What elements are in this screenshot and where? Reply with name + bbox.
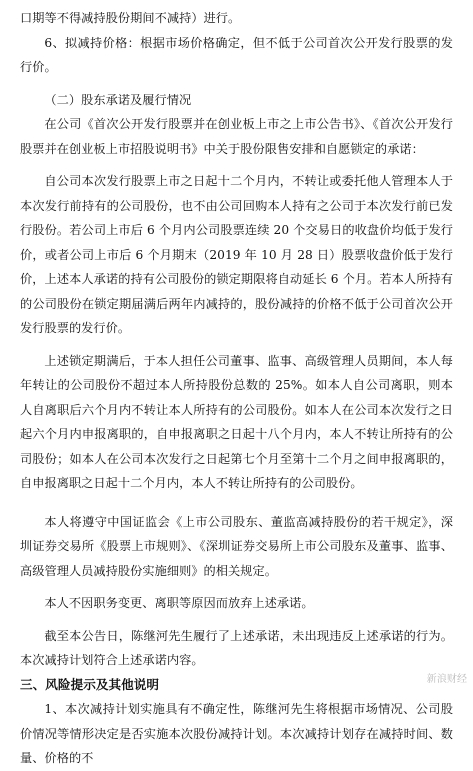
paragraph-transfer-limit: 上述锁定期满后，于本人担任公司董事、监事、高级管理人员期间，本人每年转让的公司股份不超过本人所持股份总数的 25%。如本人自公司离职，则本人自离职后六个月内不转让本人所持有的公司股份。如本人在公司本次发行之日起六个月内申报离职的，自申报离职之日起十八个月内，本人不转让所持有的公司股份；如本人在公司本次发行之日起第七个月至第十二个月之间申报离职的，自申报离职之日起十二个月内，本人不转让所持有的公司股份。 [20, 353, 453, 490]
paragraph-regulations: 本人将遵守中国证监会《上市公司股东、董监高减持股份的若干规定》，深圳证券交易所《股票上市规则》、《深圳证券交易所上市公司股东及董事、监事、高级管理人员减持股份实施细则》的相关规定。 [20, 514, 453, 578]
paragraph-fulfillment: 截至本公告日，陈继河先生履行了上述承诺，未出现违反上述承诺的行为。本次减持计划符合上述承诺内容。 [20, 628, 453, 667]
watermark: 新浪财经 [426, 673, 467, 685]
section-heading-risk: 三、风险提示及其他说明 [20, 676, 160, 692]
paragraph-no-abandon: 本人不因职务变更、离职等原因而放弃上述承诺。 [44, 596, 314, 610]
subsection-heading: （二）股东承诺及履行情况 [44, 92, 192, 107]
paragraph-lockup: 自公司本次发行股票上市之日起十二个月内，不转让或委托他人管理本人于本次发行前持有的公司股份，也不由公司回购本人持有之公司于本次发行前已发行股份。若公司上市后 6 个月内公司股票连续 20 个交易日的收盘价均低于发行价，或者公司上市后 6 个月期末（2019 年 10 月 28 日）股票收盘价低于发行价，上述本人承诺的持有公司股份的锁定期限将自动延长 6 个月。若本人所持有的公司股份在锁定期届满后两年内减持的，股份减持的价格不低于公司首次公开发行股票的发行价。 [20, 174, 453, 335]
paragraph-risk-1: 1、本次减持计划实施具有不确定性，陈继河先生将根据市场情况、公司股价情况等情形决定是否实施本次股份减持计划。本次减持计划存在减持时间、数量、价格的不 [20, 702, 453, 765]
paragraph-price: 6、拟减持价格：根据市场价格确定，但不低于公司首次公开发行股票的发行价。 [20, 35, 453, 74]
paragraph-commitment-intro: 在公司《首次公开发行股票并在创业板上市之上市公告书》、《首次公开发行股票并在创业板上市招股说明书》中关于股份限售安排和自愿锁定的承诺： [20, 117, 453, 156]
paragraph-continuation: 口期等不得减持股份期间不减持）进行。 [20, 11, 241, 25]
